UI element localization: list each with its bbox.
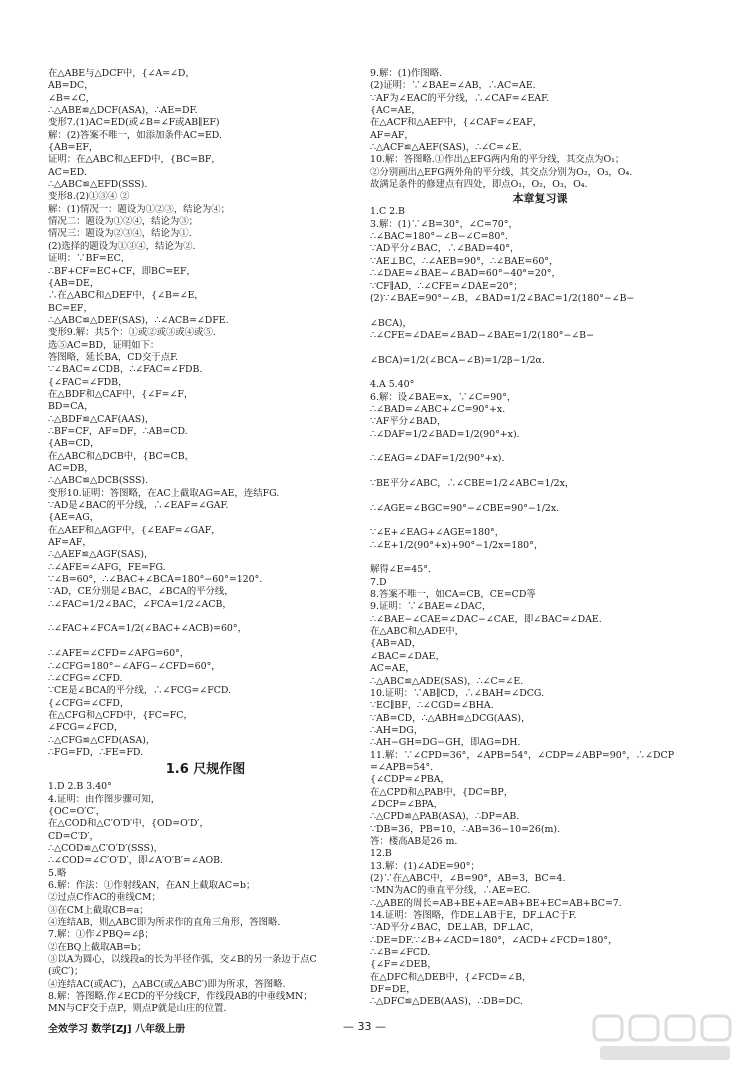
- text-line: (2)∵∠BAE=90°−∠B，∠BAD=1/2∠BAC=1/2(180°−∠B−: [370, 292, 635, 304]
- text-line: ∴△CPD≌△PAB(ASA)，∴DP=AB.: [370, 811, 520, 823]
- text-line: ∵AD平分∠BAC，DE⊥AB，DF⊥AC，: [370, 922, 540, 934]
- text-line: ∴BF+CF=EC+CF，即BC=EF，: [48, 265, 196, 277]
- left-column: [48, 68, 363, 1016]
- text-line: ∠BAC=∠DAE，: [370, 650, 445, 662]
- text-line: 在△ABC和△ADE中，: [370, 626, 465, 638]
- text-line: 在△CPD和△PAB中，{DC=BP，: [370, 786, 514, 798]
- text-line: 在△BDF和△CAF中，{∠F=∠F，: [48, 388, 194, 400]
- text-line: 14.证明：答图略，作DE⊥AB于E，DF⊥AC于F.: [370, 910, 577, 922]
- text-line: [370, 342, 710, 354]
- text-line: 情况二：题设为①②④，结论为③；: [48, 216, 199, 228]
- text-line: ∴∠CFG=180°−∠AFG−∠CFD=60°，: [48, 660, 221, 672]
- text-line: 解得∠E=45°.: [370, 564, 431, 576]
- text-line: 在△COD和△C′O′D′中，{OD=O′D′，: [48, 818, 209, 830]
- text-line: ∴在△ABC和△DEF中，{∠B=∠E，: [48, 290, 204, 302]
- text-line: ∵MN为AC的垂直平分线，∴AE=EC.: [370, 885, 531, 897]
- text-line: ∠BCA)，: [370, 317, 412, 329]
- text-line: 12.B: [370, 848, 392, 860]
- text-line: {∠CFG=∠CFD，: [48, 697, 130, 709]
- text-line: AF=AF，: [48, 537, 92, 549]
- text-line: ∵AF平分∠BAD，: [370, 416, 447, 428]
- text-line: ∴∠AFE=∠CFD=∠AFG=60°，: [48, 648, 190, 660]
- text-line: ∵AB=CD，∴△ABH≌△DCG(AAS)，: [370, 712, 531, 724]
- text-line: 答：楼高AB是26 m.: [370, 835, 458, 847]
- text-line: ∴△ACF≌△AEF(SAS)，∴∠C=∠E.: [370, 142, 522, 154]
- text-line: (2)∵在△ABC中，∠B=90°，AB=3，BC=4.: [370, 873, 566, 884]
- text-line: AB=DC，: [48, 80, 94, 92]
- text-line: {AE=AG，: [48, 512, 100, 524]
- text-line: ∴∠EAG=∠DAF=1/2(90°+x).: [370, 453, 505, 465]
- text-line: ∴∠BAD=∠ABC+∠C=90°+x.: [370, 403, 506, 415]
- text-line: 选⑤AC=BD，证明如下：: [48, 339, 160, 351]
- text-line: BD=CA，: [48, 401, 94, 413]
- text-line: 在△ABE与△DCF中，{∠A=∠D，: [48, 68, 195, 79]
- text-line: 解：(2)答案不唯一，如添加条件AC=ED.: [48, 129, 222, 141]
- text-line: (或C′)；: [48, 966, 84, 978]
- text-line: AF=AF，: [370, 129, 414, 141]
- text-line: 在△ABC和△DCB中，{BC=CB，: [48, 450, 195, 462]
- text-line: ∴∠CFE=∠DAE=∠BAD−∠BAE=1/2(180°−∠B−: [370, 329, 594, 341]
- text-line: ∴DE=DF.∵∠B+∠ACD=180°，∠ACD+∠FCD=180°，: [370, 934, 618, 946]
- text-line: ④连结AB，则△ABC即为所求作的直角三角形，答图略.: [48, 917, 281, 929]
- watermark-logo: [590, 1010, 740, 1065]
- text-line: 故满足条件的修建点有四处，即点O₁，O₂，O₃，O₄.: [370, 179, 588, 191]
- text-line: 1.D 2.B 3.40°: [48, 781, 112, 793]
- text-line: ∴△DFC≌△DEB(AAS)，∴DB=DC.: [370, 996, 523, 1008]
- text-line: 4.证明：由作图步骤可知，: [48, 793, 161, 805]
- text-line: 1.C 2.B: [370, 206, 405, 218]
- text-line: BC=EF，: [48, 302, 93, 314]
- text-line: ∴△BDF≌△CAF(AAS)，: [48, 413, 155, 425]
- text-line: {∠F=∠DEB，: [370, 959, 437, 971]
- text-line: ∵AF为∠EAC的平分线，∴∠CAF=∠EAF.: [370, 92, 550, 104]
- text-line: CD=C′D′，: [48, 830, 99, 842]
- text-line: ∠FCG=∠FCD，: [48, 722, 124, 734]
- text-line: ∴∠COD=∠C′O′D′，即∠A′O′B′=∠AOB.: [48, 855, 224, 867]
- text-line: [370, 466, 710, 478]
- text-line: ∵CE是∠BCA的平分线，∴∠FCG=∠FCD.: [48, 685, 232, 697]
- text-line: ∵EC∥BF，∴∠CGD=∠BHA.: [370, 700, 494, 712]
- text-line: ∠B=∠C，: [48, 92, 96, 104]
- text-line: ∠BCA)=1/2(∠BCA−∠B)=1/2β−1/2α.: [370, 354, 545, 366]
- text-line: 证明：∵BF=EC，: [48, 253, 131, 265]
- text-line: {AB=CD，: [48, 438, 100, 450]
- text-line: DF=DE，: [370, 984, 416, 996]
- text-line: 3.解：(1)∵∠B=30°，∠C=70°，: [370, 218, 518, 230]
- text-line: [370, 441, 710, 453]
- text-line: ③以A为圆心，以线段a的长为半径作弧，交∠B的另一条边于点C: [48, 954, 317, 966]
- text-line: 10.证明：∵AB∥CD，∴∠BAH=∠DCG.: [370, 687, 545, 699]
- text-line: 在△DFC和△DEB中，{∠FCD=∠B，: [370, 971, 532, 983]
- text-line: 变形9.解：共5个：①或②或③或④或⑤.: [48, 327, 216, 339]
- text-line: ∴∠FAC=1/2∠BAC，∠FCA=1/2∠ACB，: [48, 598, 232, 610]
- text-line: 7.解：①作∠PBQ=∠β；: [48, 929, 154, 941]
- text-line: ②过点C作AC的垂线CM；: [48, 892, 161, 904]
- text-line: ∵∠E+∠EAG+∠AGE=180°，: [370, 527, 505, 539]
- page-number: — 33 —: [343, 1020, 386, 1033]
- text-line: ∴∠BAC=180°−∠B−∠C=80°.: [370, 231, 509, 243]
- text-line: 9.证明：∵∠BAE=∠DAC，: [370, 601, 492, 613]
- text-line: 7.D: [370, 576, 387, 588]
- text-line: ∴∠DAF=1/2∠BAD=1/2(90°+x).: [370, 428, 520, 440]
- text-line: 变形7.(1)AC=ED(或∠B=∠F或AB∥EF): [48, 117, 220, 129]
- text-line: ∴AH−GH=DG−GH，即AG=DH.: [370, 737, 521, 749]
- text-line: (2)选择的题设为①③④，结论为②.: [48, 240, 196, 252]
- text-line: 5.略: [48, 867, 67, 879]
- text-line: ∴∠E+1/2(90°+x)+90°−1/2x=180°，: [370, 539, 544, 551]
- text-line: ∴∠DAE=∠BAE−∠BAD=60°−40°=20°，: [370, 268, 561, 280]
- text-line: ∴△ABC≌△ADE(SAS)，∴∠C=∠E.: [370, 675, 524, 687]
- text-line: ∵AD是∠BAC的平分线，∴∠EAF=∠GAF.: [48, 500, 229, 512]
- text-line: ∴△ABE的周长=AB+BE+AE=AB+BE+EC=AB+BC=7.: [370, 897, 622, 909]
- text-line: ∵DB=36，PB=10，∴AB=36−10=26(m).: [370, 823, 561, 835]
- text-line: [48, 636, 363, 648]
- text-line: ∵AD平分∠BAC，∴∠BAD=40°，: [370, 243, 520, 255]
- text-line: ∴△ABC≌△EFD(SSS).: [48, 179, 148, 191]
- text-line: ∵AE⊥BC，∴∠AEB=90°，∴∠BAE=60°，: [370, 255, 559, 267]
- text-line: ∴△ABC≌△DEF(SAS)，∴∠ACB=∠DFE.: [48, 314, 229, 326]
- text-line: [48, 611, 363, 623]
- text-line: ∴∠AFE=∠AFG，FE=FG.: [48, 561, 166, 573]
- text-line: 10.解：答图略.①作出△EFG两内角的平分线，其交点为O₁；: [370, 154, 625, 166]
- book-series-label: 全效学习 数学[ZJ] 八年级上册: [48, 1024, 186, 1035]
- text-line: {∠FAC=∠FDB，: [48, 376, 128, 388]
- text-line: ∵∠BAC=∠CDB，∴∠FAC=∠FDB.: [48, 364, 203, 376]
- text-line: ③在CM上截取CB=a；: [48, 904, 149, 916]
- text-line: 在△AEF和△AGF中，{∠EAF=∠GAF，: [48, 524, 221, 536]
- text-line: ∴∠AGE=∠BGC=90°−∠CBE=90°−1/2x.: [370, 502, 560, 514]
- section-heading: 本章复习课: [512, 192, 568, 206]
- text-line: ∴△CFG≌△CFD(ASA)，: [48, 734, 156, 746]
- text-line: AC=AE，: [370, 663, 415, 675]
- text-line: ∴BF=CF，AF=DF，∴AB=CD.: [48, 425, 188, 437]
- text-line: 证明：在△ABC和△EFD中，{BC=BF，: [48, 154, 221, 166]
- text-line: 情况三：题设为②③④，结论为①.: [48, 228, 192, 240]
- text-line: ∴∠B=∠FCD.: [370, 947, 431, 959]
- text-line: ∵CF∥AD，∴∠CFE=∠DAE=20°；: [370, 280, 523, 292]
- text-line: 6.解：设∠BAE=x，∵∠C=90°，: [370, 391, 517, 403]
- text-line: 9.解：(1)作图略.: [370, 68, 443, 79]
- text-line: ②在BQ上截取AB=b；: [48, 941, 147, 953]
- text-line: ∵AD，CE分别是∠BAC，∠BCA的平分线，: [48, 586, 234, 598]
- text-line: [370, 490, 710, 502]
- text-line: ∴FG=FD，∴FE=FD.: [48, 746, 144, 758]
- text-line: {AB=DE，: [48, 277, 100, 289]
- right-column: [370, 68, 710, 1009]
- text-line: 答图略，延长BA，CD交于点F.: [48, 351, 179, 363]
- section-heading: 1.6 尺规作图: [165, 762, 246, 778]
- text-line: MN与CF交于点P，则点P就是山庄的位置.: [48, 1003, 227, 1015]
- text-line: {∠CDP=∠PBA，: [370, 774, 450, 786]
- text-line: ②分别画出△EFG两外角的平分线，其交点分别为O₂，O₃，O₄.: [370, 166, 633, 178]
- text-line: {AB=EF，: [48, 142, 99, 154]
- text-line: (2)证明：∵∠BAE=∠AB，∴AC=AE.: [370, 80, 536, 92]
- text-line: 6.解：作法：①作射线AN，在AN上截取AC=b；: [48, 880, 256, 891]
- text-line: [370, 305, 710, 317]
- text-line: [370, 552, 710, 564]
- text-line: ∴AH=DG，: [370, 724, 424, 736]
- text-line: 变形8.(2)①③④ ②: [48, 191, 130, 203]
- text-line: =∠APB=54°.: [370, 761, 434, 773]
- text-line: 11.解：∵∠CPD=36°，∠APB=54°，∠CDP=∠ABP=90°，∴∠DCP: [370, 749, 675, 761]
- text-line: ∠DCP=∠BPA，: [370, 798, 444, 810]
- text-line: [370, 367, 710, 379]
- text-line: ∴△AEF≌△AGF(SAS)，: [48, 549, 154, 561]
- text-line: 8.答案不唯一，如CA=CB，CE=CD等: [370, 589, 536, 601]
- text-line: ∴△ABE≌△DCF(ASA)，∴AE=DF.: [48, 105, 198, 117]
- text-line: {OC=O′C′，: [48, 805, 106, 817]
- text-line: ∴∠CFG=∠CFD.: [48, 672, 123, 684]
- text-line: ∵BE平分∠ABC，∴∠CBE=1/2∠ABC=1/2x，: [370, 478, 575, 489]
- text-line: {AB=AD，: [370, 638, 422, 650]
- text-line: AC=ED.: [48, 166, 87, 178]
- text-line: 8.解：答图略.作∠ECD的平分线CF，作线段AB的中垂线MN；: [48, 991, 313, 1003]
- text-line: ∴△COD≌△C′O′D′(SSS)，: [48, 842, 164, 854]
- text-line: [370, 515, 710, 527]
- text-line: 13.解：(1)∠ADE=90°；: [370, 860, 480, 872]
- text-line: 变形10.证明：答图略，在AC上截取AG=AE，连结FG.: [48, 487, 280, 499]
- text-line: AC=DB，: [48, 463, 94, 474]
- text-line: {AC=AE，: [370, 105, 421, 117]
- text-line: ∴△ABC≌△DCB(SSS).: [48, 475, 149, 487]
- text-line: ∴∠FAC+∠FCA=1/2(∠BAC+∠ACB)=60°，: [48, 623, 247, 635]
- text-line: 在△ACF和△AEF中，{∠CAF=∠EAF，: [370, 117, 542, 129]
- text-line: 在△CFG和△CFD中，{FC=FC，: [48, 709, 193, 721]
- text-line: ④连结AC(或AC′)，△ABC(或△ABC′)即为所求，答图略.: [48, 978, 286, 990]
- text-line: 解：(1)情况一：题设为①②③，结论为④；: [48, 203, 231, 215]
- text-line: 4.A 5.40°: [370, 379, 415, 391]
- text-line: ∴∠BAE−∠CAE=∠DAC−∠CAE，即∠BAC=∠DAE.: [370, 613, 602, 625]
- text-line: ∵∠B=60°，∴∠BAC+∠BCA=180°−60°=120°.: [48, 574, 263, 586]
